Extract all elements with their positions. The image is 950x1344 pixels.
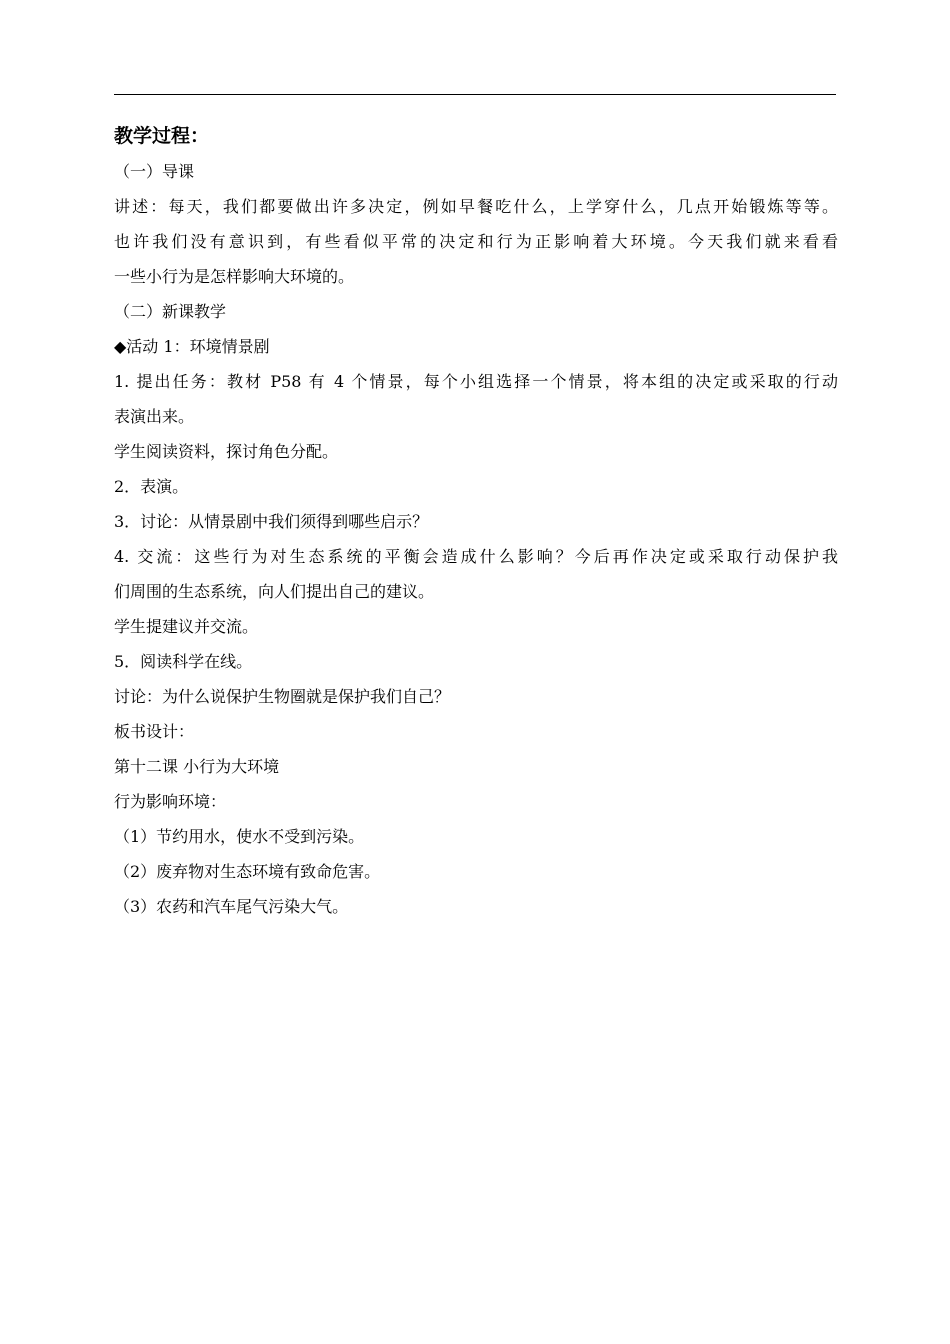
student-reading-note: 学生阅读资料，探讨角色分配。 <box>114 442 339 461</box>
step-4-line-1: 4. 交流：这些行为对生态系统的平衡会造成什么影响？今后再作决定或采取行动保护我 <box>114 547 838 566</box>
student-suggestion-note: 学生提建议并交流。 <box>114 617 259 636</box>
behavior-impact-label: 行为影响环境： <box>114 792 227 811</box>
new-lesson-title: （二）新课教学 <box>114 302 227 321</box>
step-1-line-2: 表演出来。 <box>114 407 195 426</box>
intro-paragraph-line-1: 讲述：每天，我们都要做出许多决定，例如早餐吃什么，上学穿什么，几点开始锻炼等等。 <box>114 197 838 216</box>
step-2: 2．表演。 <box>114 477 189 496</box>
board-design-label: 板书设计： <box>114 722 195 741</box>
lesson-title: 第十二课 小行为大环境 <box>114 757 280 776</box>
document-body <box>114 122 838 924</box>
activity-1-title: ◆活动 1：环境情景剧 <box>114 337 270 356</box>
intro-paragraph-line-2: 也许我们没有意识到，有些看似平常的决定和行为正影响着大环境。今天我们就来看看 <box>114 232 838 251</box>
step-1-line-1: 1. 提出任务：教材 P58 有 4 个情景，每个小组选择一个情景，将本组的决定或采取的行动 <box>114 372 838 391</box>
discussion-question: 讨论：为什么说保护生物圈就是保护我们自己？ <box>114 687 451 706</box>
board-point-1: （1）节约用水，使水不受到污染。 <box>114 827 365 846</box>
board-point-3: （3）农药和汽车尾气污染大气。 <box>114 897 349 916</box>
section-heading: 教学过程： <box>114 125 210 147</box>
board-point-2: （2）废弃物对生态环境有致命危害。 <box>114 862 381 881</box>
step-3: 3．讨论：从情景剧中我们须得到哪些启示？ <box>114 512 429 531</box>
header-rule <box>114 94 836 95</box>
intro-title: （一）导课 <box>114 162 195 181</box>
step-4-line-2: 们周围的生态系统，向人们提出自己的建议。 <box>114 582 435 601</box>
intro-paragraph-line-3: 一些小行为是怎样影响大环境的。 <box>114 267 355 286</box>
step-5: 5．阅读科学在线。 <box>114 652 253 671</box>
